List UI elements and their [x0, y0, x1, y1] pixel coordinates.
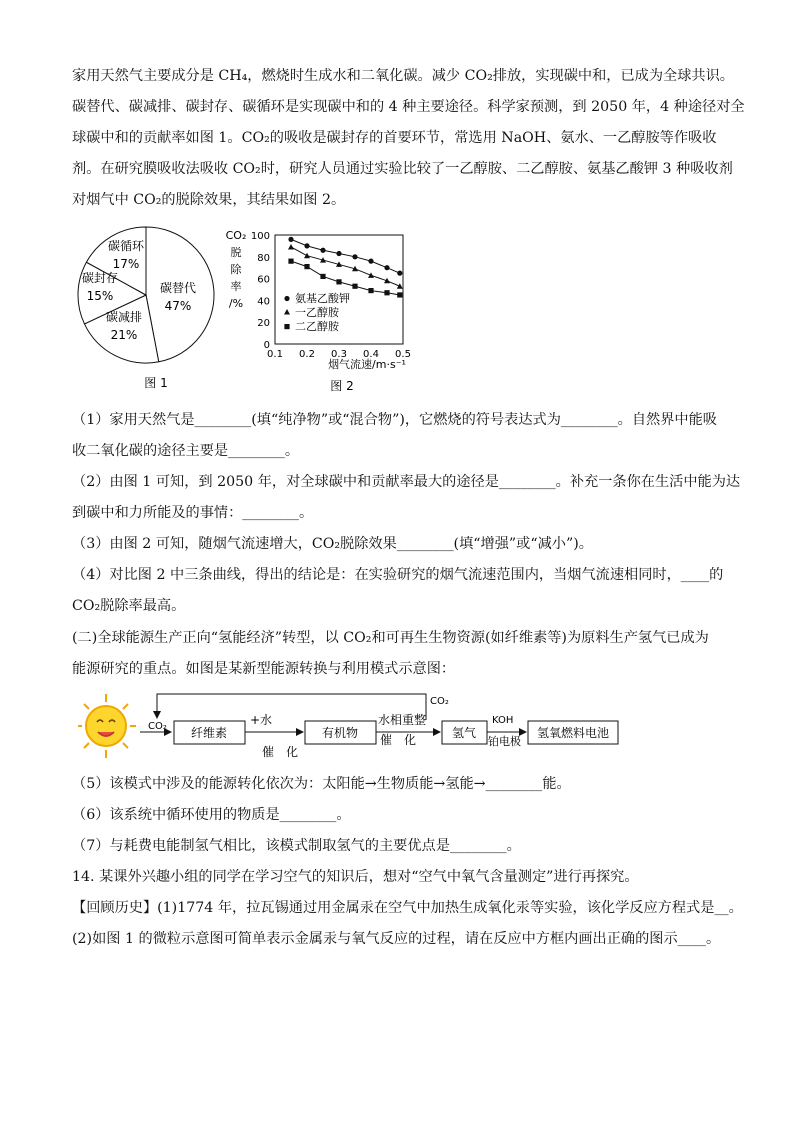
y-axis-title-line: 率 [230, 280, 242, 293]
legend-marker [284, 296, 289, 301]
y-tick-label: 20 [257, 318, 270, 330]
y-tick-label: 80 [257, 252, 270, 264]
data-point [384, 290, 389, 295]
co2-top-label: CO₂ [430, 696, 449, 707]
legend-label: 二乙醇胺 [295, 320, 339, 333]
box-hydrogen-label: 氢气 [451, 726, 477, 740]
arrow-hydrolysis-top: +水 [250, 713, 273, 727]
data-point [320, 248, 325, 253]
intro-line-3: 球碳中和的贡献率如图 1。CO₂的吸收是碳封存的首要环节，常选用 NaOH、氨水、一乙醇胺等作吸收 [72, 130, 717, 146]
figure-2-caption: 图 2 [330, 379, 354, 393]
q14-line-3: (2)如图 1 的微粒示意图可简单表示金属汞与氧气反应的过程，请在反应中方框内画出正确的图示____。 [72, 931, 721, 947]
pie-value-cycle: 17% [112, 257, 140, 271]
y-axis-title-line: 除 [230, 263, 242, 276]
pie-label-cycle: 碳循环 [107, 239, 145, 253]
sun-icon [78, 694, 136, 758]
data-point [368, 288, 373, 293]
pie-label-substitute: 碳替代 [159, 281, 197, 295]
y-tick-label: 60 [257, 274, 270, 286]
q7-line: （7）与耗费电能制氢气相比，该模式制取氢气的主要优点是________。 [72, 838, 521, 854]
data-point [304, 243, 309, 248]
data-point [384, 265, 389, 270]
data-point [397, 292, 402, 297]
intro-line-1: 家用天然气主要成分是 CH₄，燃烧时生成水和二氧化碳。减少 CO₂排放，实现碳中和，已成为全球共识。 [72, 68, 734, 84]
intro-line-2: 碳替代、碳减排、碳封存、碳循环是实现碳中和的 4 种主要途径。科学家预测，到 2050 年，4 种途径对全 [72, 99, 745, 115]
data-point [368, 272, 374, 278]
q14-line-2: 【回顾历史】(1)1774 年，拉瓦锡通过用金属汞在空气中加热生成氧化汞等实验，该化学反应方程式是__。 [72, 900, 743, 916]
energy-flow-diagram [78, 690, 638, 770]
pie-label-storage: 碳封存 [81, 271, 119, 285]
data-point [336, 251, 341, 256]
data-point [352, 254, 357, 259]
box-cellulose-label: 纤维素 [190, 726, 228, 740]
arrow-fuelcell-bottom: 铂电极 [488, 735, 521, 748]
data-point [368, 259, 373, 264]
arrow-hydrolysis-bottom: 催 化 [262, 745, 299, 759]
intro-line-4: 剂。在研究膜吸收法吸收 CO₂时，研究人员通过实验比较了一乙醇胺、二乙醇胺、氨基乙酸钾 3 种吸收剂 [72, 161, 733, 177]
x-tick-label: 0.1 [267, 349, 283, 360]
data-point [288, 244, 294, 250]
x-tick-label: 0.3 [331, 349, 347, 360]
part2-line-1: (二)全球能源生产正向“氢能经济”转型，以 CO₂和可再生生物资源(如纤维素等)为原料生产氢气已成为 [72, 630, 709, 646]
data-point [336, 279, 341, 284]
legend-marker [284, 324, 289, 329]
legend-marker [284, 309, 290, 315]
q1-line-2: 收二氧化碳的途径主要是________。 [72, 443, 300, 459]
q1-line-1: （1）家用天然气是________(填“纯净物”或“混合物”)，它燃烧的符号表达式为________。自然界中能吸 [72, 412, 717, 428]
data-point [397, 283, 403, 289]
pie-value-reduce: 21% [110, 328, 138, 342]
q3-line-1: （3）由图 2 可知，随烟气流速增大，CO₂脱除效果________(填“增强”或“减小”)。 [72, 536, 593, 552]
x-tick-label: 0.5 [395, 349, 411, 360]
y-tick-label: 100 [250, 231, 270, 242]
data-point [320, 274, 325, 279]
y-axis-title-line: CO₂ [225, 229, 247, 242]
part2-line-2: 能源研究的重点。如图是某新型能源转换与利用模式示意图： [72, 661, 456, 677]
data-point [397, 271, 402, 276]
box-organic-label: 有机物 [321, 726, 359, 740]
data-point [352, 284, 357, 289]
box-fuelcell-label: 氢氧燃料电池 [536, 726, 610, 740]
q4-line-2: CO₂脱除率最高。 [72, 598, 186, 614]
legend-label: 一乙醇胺 [295, 306, 339, 319]
pie-value-storage: 15% [86, 289, 114, 303]
y-axis-title-line: 脱 [230, 246, 242, 259]
q6-line: （6）该系统中循环使用的物质是________。 [72, 807, 351, 823]
line-chart-figure-2 [225, 225, 415, 395]
co2-left-label: CO₂ [148, 721, 167, 732]
y-axis-title [226, 229, 247, 310]
intro-line-5: 对烟气中 CO₂的脱除效果，其结果如图 2。 [72, 192, 346, 208]
q4-line-1: （4）对比图 2 中三条曲线，得出的结论是：在实验研究的烟气流速范围内，当烟气流速相同时，____的 [72, 567, 724, 583]
pie-label-reduce: 碳减排 [105, 310, 143, 324]
legend-label: 氨基乙酸钾 [295, 292, 350, 305]
q5-line: （5）该模式中涉及的能源转化依次为：太阳能→生物质能→氢能→________能。 [72, 776, 571, 792]
x-axis-title: 烟气流速/m·s⁻¹ [328, 358, 406, 371]
y-axis-title-line: /% [228, 297, 244, 310]
arrow-fuelcell-top: KOH [492, 715, 514, 726]
y-tick-label: 40 [257, 296, 270, 308]
pie-chart-figure-1 [70, 225, 230, 395]
data-point [288, 237, 293, 242]
y-tick-label: 0 [263, 340, 270, 351]
arrow-reforming-top: 水相重整 [378, 713, 427, 727]
x-tick-label: 0.2 [299, 349, 315, 360]
pie-value-substitute: 47% [164, 299, 192, 313]
x-tick-label: 0.4 [363, 349, 379, 360]
q14-line-1: 14. 某课外兴趣小组的同学在学习空气的知识后，想对“空气中氧气含量测定”进行再探究。 [72, 869, 639, 885]
data-point [288, 259, 293, 264]
data-point [304, 253, 310, 259]
q2-line-1: （2）由图 1 可知，到 2050 年，对全球碳中和贡献率最大的途径是________。补充一条你在生活中能为达 [72, 474, 741, 490]
arrow-reforming-bottom: 催 化 [380, 733, 417, 747]
data-point [304, 264, 309, 269]
figure-1-caption: 图 1 [144, 376, 168, 390]
q2-line-2: 到碳中和力所能及的事情：________。 [72, 505, 314, 521]
